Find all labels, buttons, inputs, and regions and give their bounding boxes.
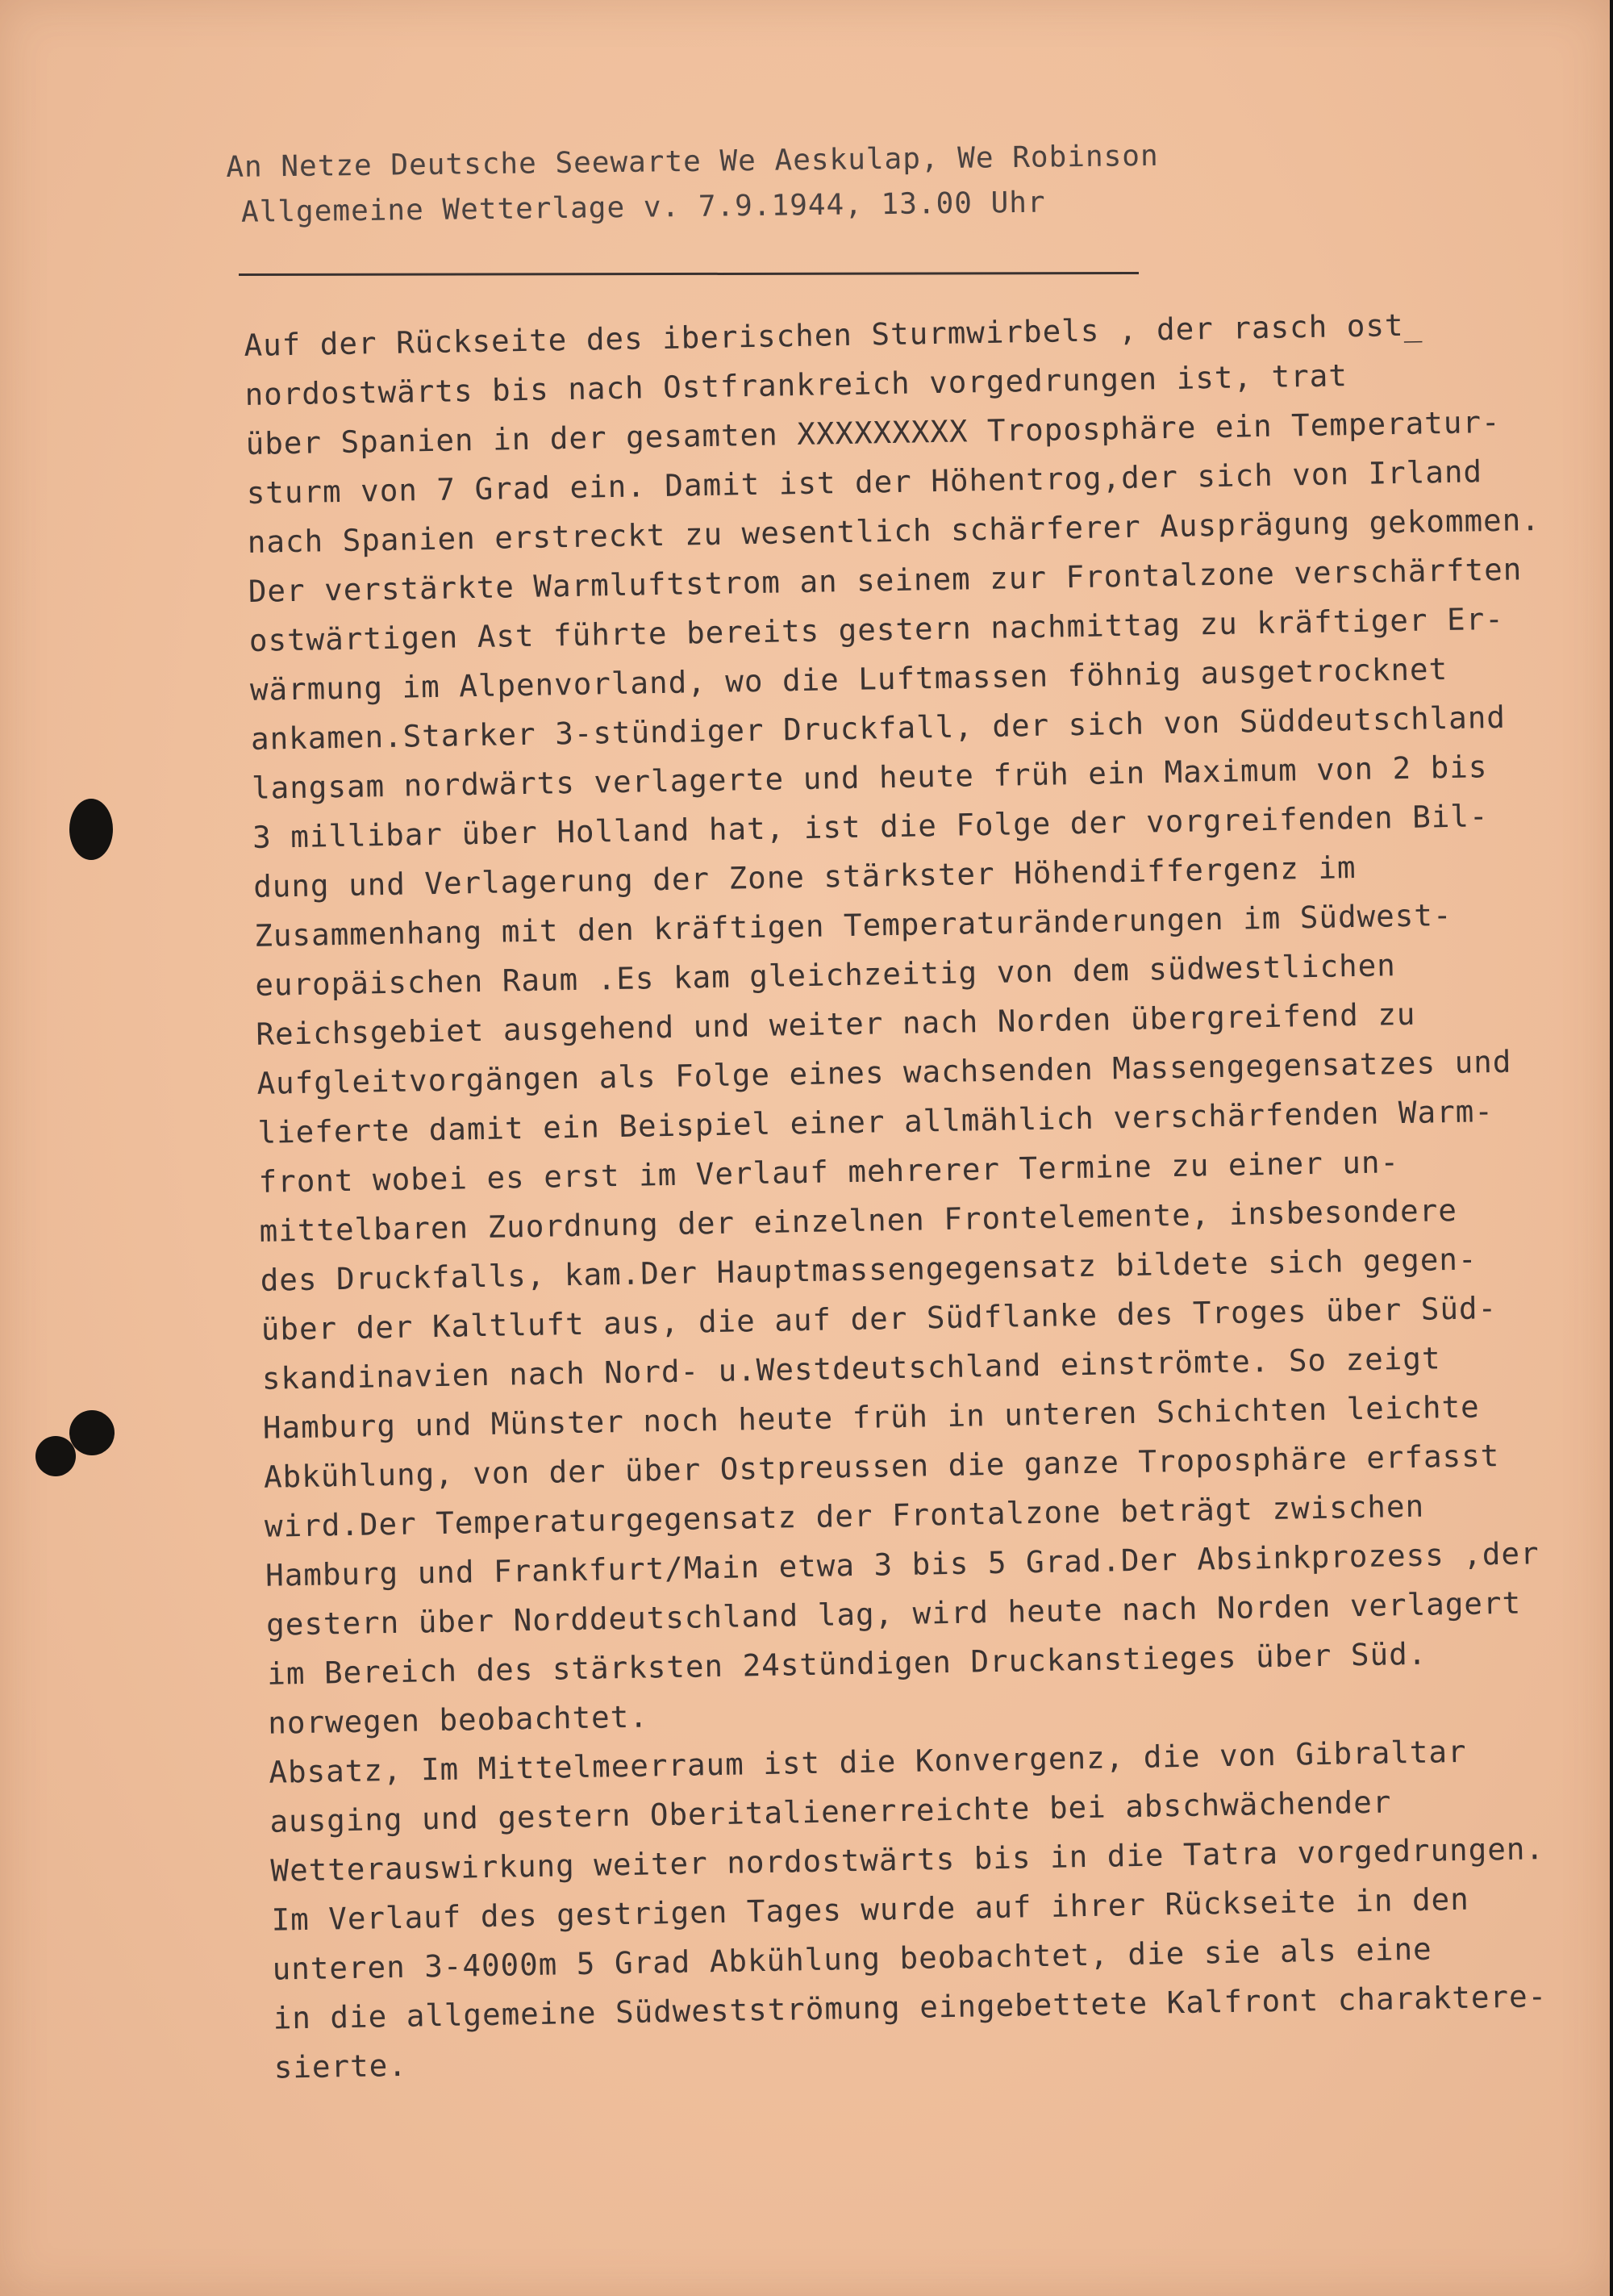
body-line: ankamen.Starker 3-stündiger Druckfall, der sich von Süddeutschland: [250, 699, 1507, 757]
body-line: skandinavien nach Nord- u.Westdeutschland einströmte. So zeigt: [261, 1340, 1441, 1396]
body-line: 3 millibar über Holland hat, ist die Folge der vorgreifenden Bil-: [252, 798, 1489, 855]
body-line: Der verstärkte Warmluftstrom an seinem zur Frontalzone verschärften: [248, 551, 1523, 609]
body-line: ostwärtigen Ast führte bereits gestern nachmittag zu kräftiger Er-: [248, 600, 1505, 658]
body-line: Hamburg und Münster noch heute früh in unteren Schichten leichte: [262, 1388, 1481, 1446]
body-line: front wobei es erst im Verlauf mehrerer Termine zu einer un-: [258, 1144, 1400, 1200]
body-line: norwegen beobachtet.: [267, 1698, 649, 1741]
body-line: europäischen Raum .Es kam gleichzeitig von dem südwestlichen: [254, 947, 1397, 1003]
body-line: wird.Der Temperaturgegensatz der Frontalzone beträgt zwischen: [264, 1488, 1425, 1544]
body-line: Im Verlauf des gestrigen Tages wurde auf ihrer Rückseite in den: [271, 1881, 1470, 1938]
header-divider: [239, 272, 1139, 276]
document-body: [244, 298, 1567, 2093]
body-line: mittelbaren Zuordnung der einzelnen Frontelemente, insbesondere: [259, 1192, 1458, 1249]
body-line: unteren 3-4000m 5 Grad Abkühlung beobachtet, die sie als eine: [272, 1931, 1433, 1987]
body-line: lieferte damit ein Beispiel einer allmählich verschärfenden Warm-: [257, 1093, 1494, 1150]
body-line: Abkühlung, von der über Ostpreussen die ganze Troposphäre erfasst: [263, 1438, 1500, 1495]
punch-hole-lower-left: [35, 1436, 76, 1476]
body-line: Wetterauswirkung weiter nordostwärts bis in die Tatra vorgedrungen.: [270, 1831, 1545, 1889]
body-line: gestern über Norddeutschland lag, wird heute nach Norden verlagert: [265, 1584, 1522, 1643]
body-line: Aufgleitvorgängen als Folge eines wachsenden Massengegensatzes und: [256, 1043, 1512, 1101]
body-line: langsam nordwärts verlagerte und heute früh ein Maximum von 2 bis: [251, 749, 1488, 806]
punch-hole-lower-right: [69, 1410, 115, 1455]
body-line: Hamburg und Frankfurt/Main etwa 3 bis 5 Grad.Der Absinkprozess ,der: [265, 1535, 1540, 1593]
body-line: wärmung im Alpenvorland, wo die Luftmassen föhnig ausgetrocknet: [249, 651, 1448, 708]
body-line: sierte.: [273, 2047, 408, 2085]
body-line: Reichsgebiet ausgehend und weiter nach Norden übergreifend zu: [256, 996, 1416, 1052]
body-line: Zusammenhang mit den kräftigen Temperaturänderungen im Südwest-: [253, 896, 1453, 954]
body-line: ausging und gestern Oberitalienerreichte bei abschwächender: [269, 1784, 1392, 1839]
body-line: über der Kaltluft aus, die auf der Südflanke des Troges über Süd-: [260, 1290, 1498, 1347]
document-header: [226, 134, 1160, 236]
header-subject: Allgemeine Wetterlage v. 7.9.1944, 13.00 Uhr: [240, 186, 1046, 229]
body-line: nach Spanien erstreckt zu wesentlich schärferer Ausprägung gekommen.: [247, 501, 1541, 560]
body-line: dung und Verlagerung der Zone stärkster Höhendiffergenz im: [252, 850, 1357, 904]
body-line: Absatz, Im Mittelmeerraum ist die Konvergenz, die von Gibraltar: [269, 1733, 1467, 1790]
body-line: nordostwärts bis nach Ostfrankreich vorgedrungen ist, trat: [244, 357, 1348, 412]
body-line: über Spanien in der gesamten XXXXXXXXX Troposphäre ein Temperatur-: [245, 403, 1501, 461]
body-line: in die allgemeine Südwestströmung eingebettete Kalfront charaktere-: [273, 1978, 1548, 2036]
body-line: des Druckfalls, kam.Der Hauptmassengegensatz bildete sich gegen-: [260, 1241, 1478, 1298]
body-line: Auf der Rückseite des iberischen Sturmwirbels , der rasch ost_: [244, 307, 1423, 363]
punch-hole-top: [69, 799, 113, 860]
page-edge: [1610, 0, 1613, 2296]
body-line: im Bereich des stärksten 24stündigen Druckanstieges über Süd.: [266, 1635, 1428, 1692]
body-line: sturm von 7 Grad ein. Damit ist der Höhentrog,der sich von Irland: [246, 453, 1483, 511]
header-recipients: An Netze Deutsche Seewarte We Aeskulap, We Robinson: [226, 139, 1159, 184]
